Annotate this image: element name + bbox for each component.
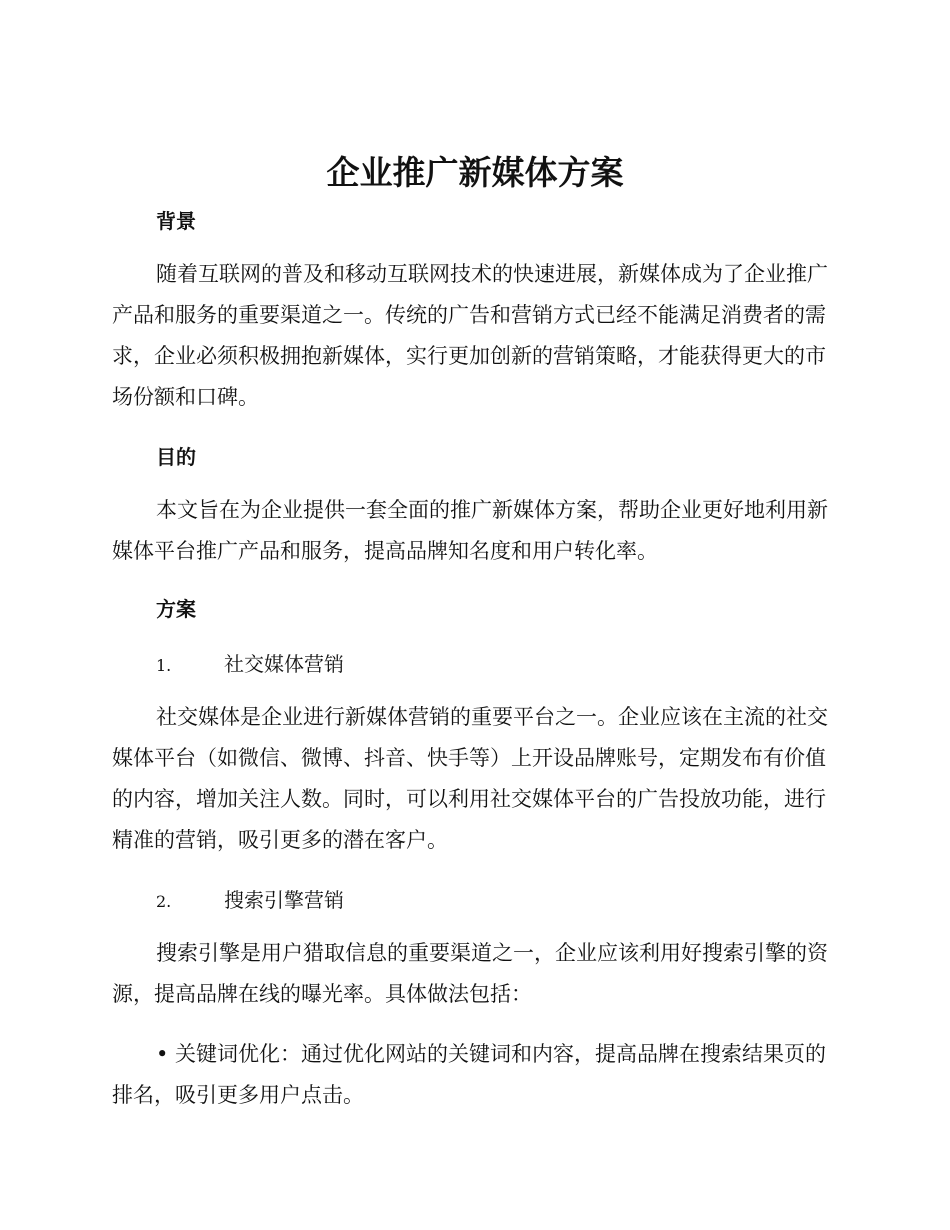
plan-item-1-heading — [156, 650, 344, 680]
paragraph-search-engine: 搜索引擎是用户猎取信息的重要渠道之一，企业应该利用好搜索引擎的资源，提高品牌在线的曝光率。具体做法包括： — [112, 941, 828, 1006]
plan-item-1-title: 社交媒体营销 — [224, 652, 344, 676]
paragraph-social-media: 社交媒体是企业进行新媒体营销的重要平台之一。企业应该在主流的社交媒体平台（如微信、微博、抖音、快手等）上开设品牌账号，定期发布有价值的内容，增加关注人数。同时，可以利用社交媒体平台的广告投放功能，进行精准的营销，吸引更多的潜在客户。 — [112, 705, 828, 852]
document-title: 企业推广新媒体方案 — [326, 153, 624, 192]
heading-background: 背景 — [156, 209, 196, 233]
paragraph-background: 随着互联网的普及和移动互联网技术的快速进展，新媒体成为了企业推广产品和服务的重要渠道之一。传统的广告和营销方式已经不能满足消费者的需求，企业必须积极拥抱新媒体，实行更加创新的营销策略，才能获得更大的市场份额和口碑。 — [112, 262, 828, 409]
heading-plan: 方案 — [156, 597, 196, 621]
plan-item-2-title: 搜索引擎营销 — [224, 888, 344, 912]
heading-purpose: 目的 — [156, 445, 196, 469]
bullet-keyword-optimization: • 关键词优化：通过优化网站的关键词和内容，提高品牌在搜索结果页的排名，吸引更多用户点击。 — [112, 1042, 827, 1107]
plan-item-2-heading — [156, 886, 344, 916]
plan-item-1-number: 1. — [156, 656, 172, 675]
plan-item-2-number: 2. — [156, 892, 172, 911]
paragraph-purpose: 本文旨在为企业提供一套全面的推广新媒体方案，帮助企业更好地利用新媒体平台推广产品和服务，提高品牌知名度和用户转化率。 — [112, 498, 828, 563]
